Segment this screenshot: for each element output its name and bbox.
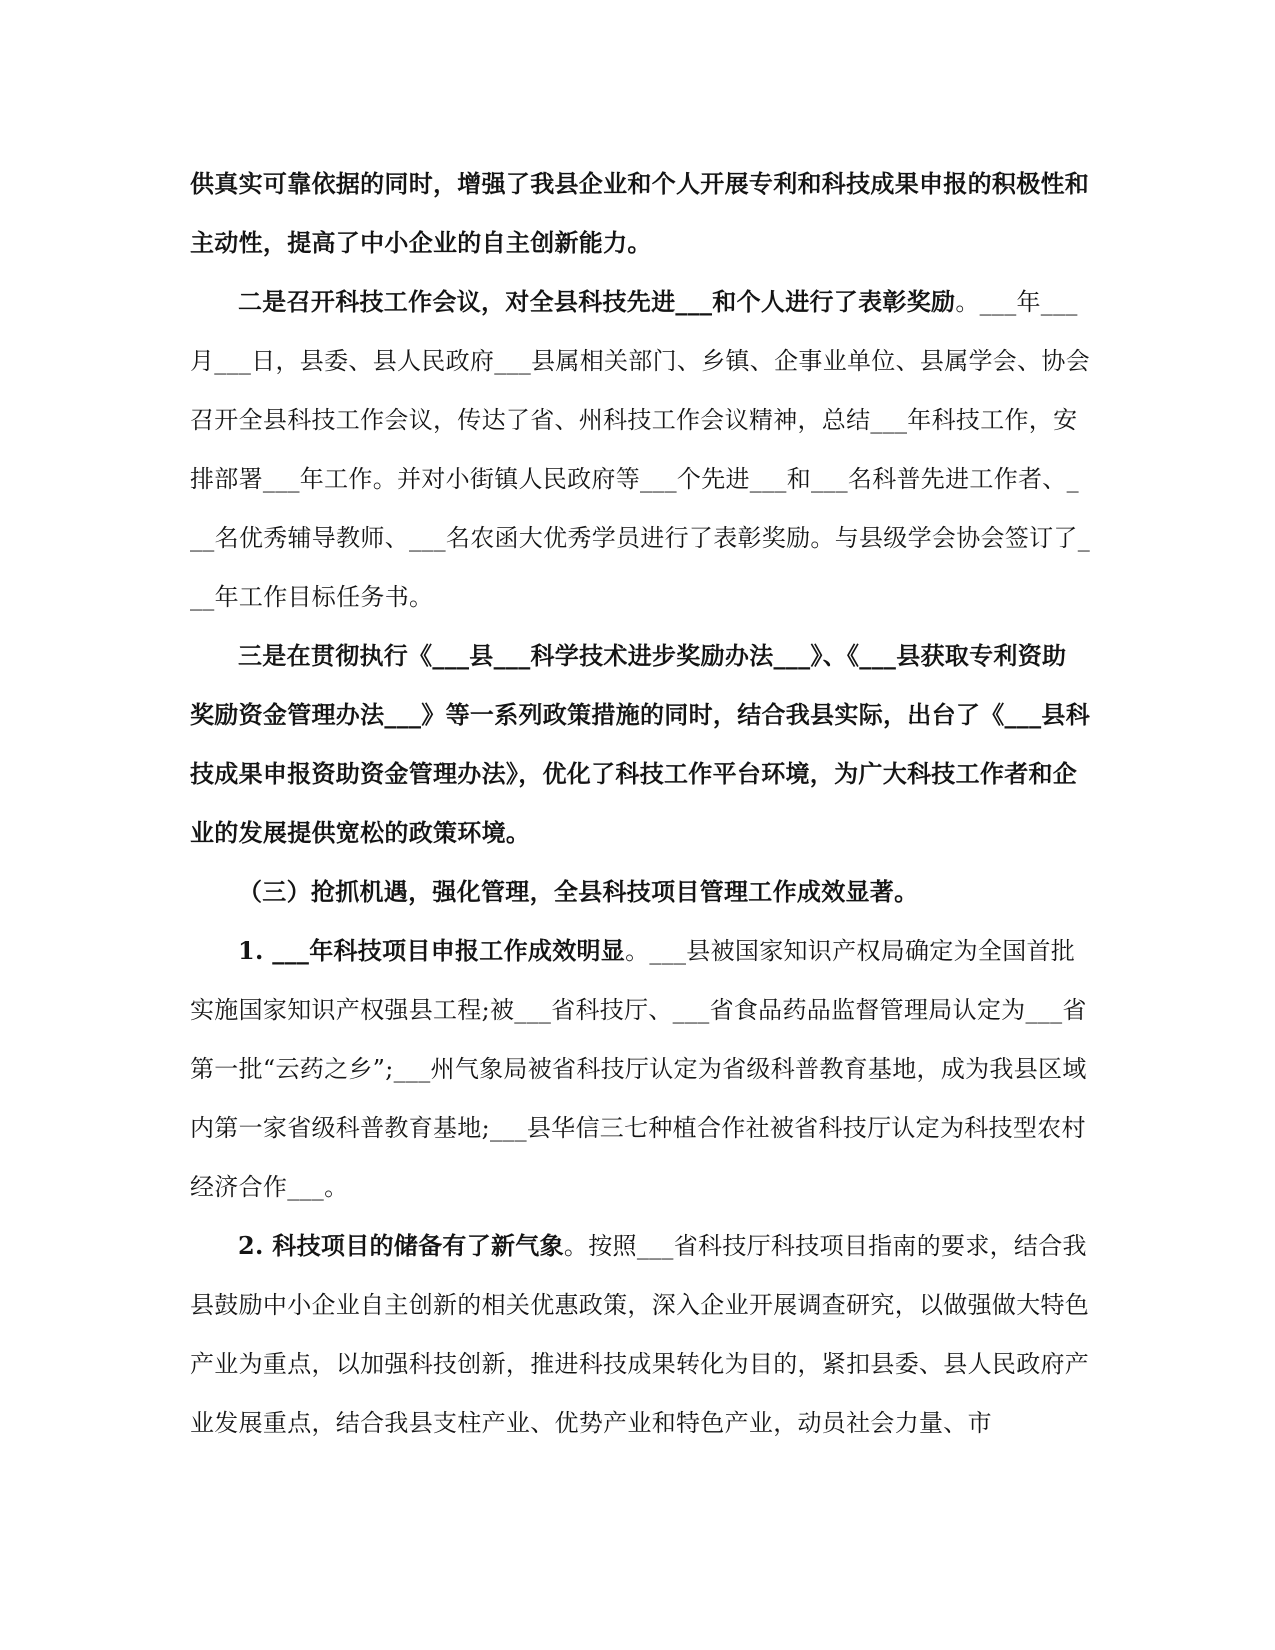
paragraph-1 — [190, 154, 1090, 272]
item-1-body: 。___县被国家知识产权局确定为全国首批实施国家知识产权强县工程;被___省科技厅、___省食品药品监督管理局认定为___省第一批“云药之乡”;___州气象局被省科技厅认定为省级科普教育基地，成为我县区域内第一家省级科普教育基地;___县华信三七种植合作社被省科技厅认定为科技型农村经济合作___。 — [190, 937, 1087, 1201]
paragraph-2-body: 。___年___月___日，县委、县人民政府___县属相关部门、乡镇、企事业单位、县属学会、协会召开全县科技工作会议，传达了省、州科技工作会议精神，总结___年科技工作，安排部署___年工作。并对小街镇人民政府等___个先进___和___名科普先进工作者、___名优秀辅导教师、___名农函大优秀学员进行了表彰奖励。与县级学会协会签订了___年工作目标任务书。 — [190, 288, 1090, 611]
item-2-body: 。按照___省科技厅科技项目指南的要求，结合我县鼓励中小企业自主创新的相关优惠政策，深入企业开展调查研究，以做强做大特色产业为重点，以加强科技创新，推进科技成果转化为目的，紧扣县委、县人民政府产业发展重点，结合我县支柱产业、优势产业和特色产业，动员社会力量、市 — [190, 1232, 1090, 1437]
paragraph-item-2 — [190, 1216, 1090, 1453]
item-1-heading: 1. ___年科技项目申报工作成效明显 — [238, 936, 626, 965]
paragraph-1-text: 供真实可靠依据的同时，增强了我县企业和个人开展专利和科技成果申报的积极性和主动性，提高了中小企业的自主创新能力。 — [190, 169, 1090, 257]
paragraph-2-heading: 二是召开科技工作会议，对全县科技先进___和个人进行了表彰奖励 — [238, 287, 956, 316]
item-2-heading: 2. 科技项目的储备有了新气象 — [238, 1231, 564, 1260]
paragraph-3-text: 三是在贯彻执行《___县___科学技术进步奖励办法___》、《___县获取专利资助奖励资金管理办法___》等一系列政策措施的同时，结合我县实际，出台了《___县科技成果申报资助资金管理办法》，优化了科技工作平台环境，为广大科技工作者和企业的发展提供宽松的政策环境。 — [190, 641, 1090, 847]
paragraph-3 — [190, 626, 1090, 862]
paragraph-item-1 — [190, 921, 1090, 1217]
section-heading-3 — [190, 862, 1090, 921]
section-heading-3-text: （三）抢抓机遇，强化管理，全县科技项目管理工作成效显著。 — [238, 877, 919, 906]
paragraph-2 — [190, 272, 1090, 627]
